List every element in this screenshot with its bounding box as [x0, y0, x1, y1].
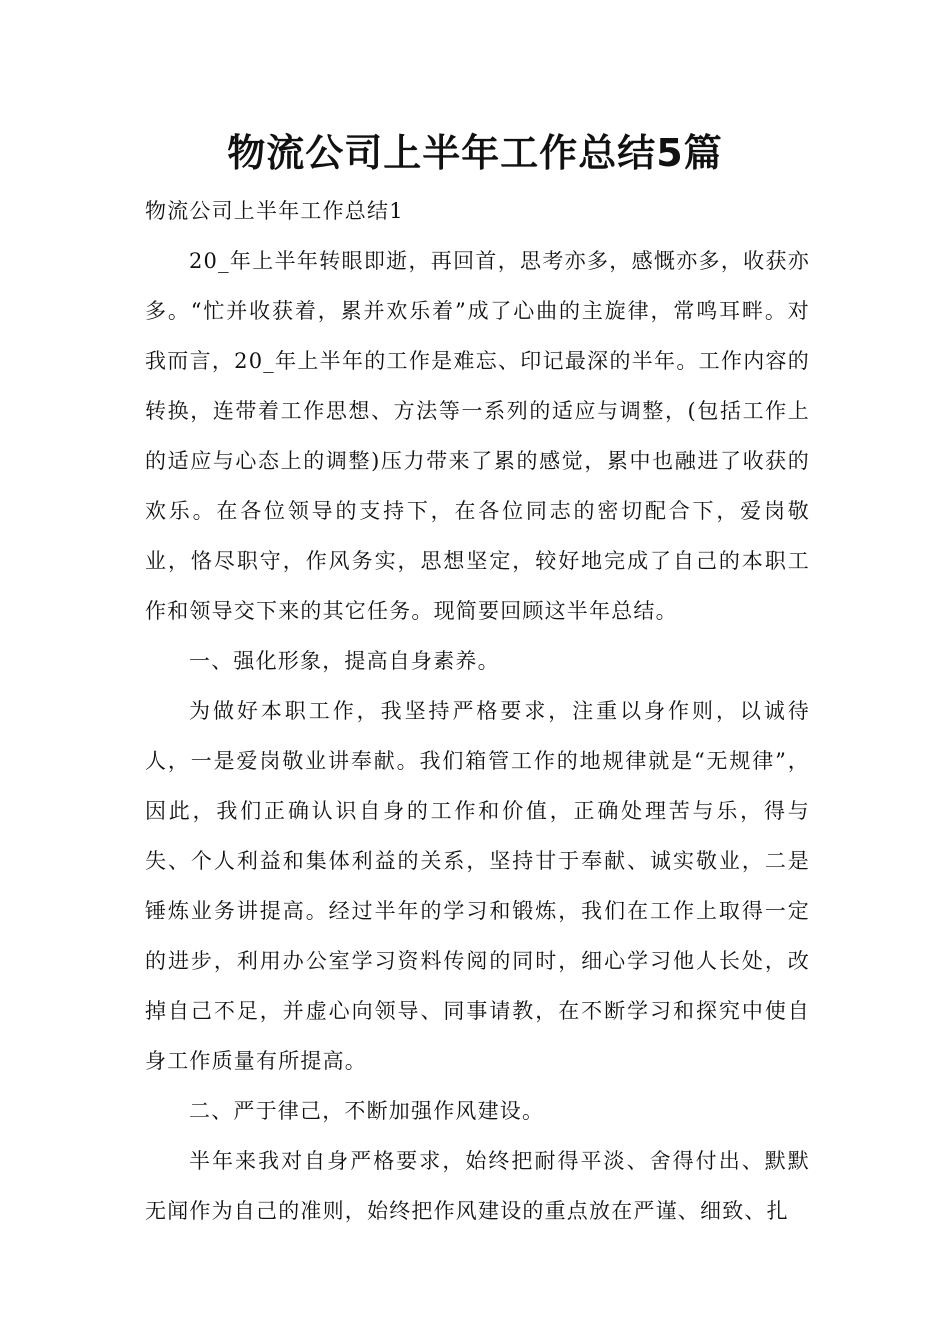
section-heading-2: 二、严于律己，不断加强作风建设。 — [189, 1099, 545, 1123]
paragraph-section-1: 为做好本职工作，我坚持严格要求，注重以身作则，以诚待人，一是爱岗敬业讲奉献。我们箱管工作的地规律就是“无规律”，因此，我们正确认识自身的工作和价值，正确处理苦与乐，得与失、个人利益和集体利益的关系，坚持甘于奉献、诚实敬业，二是锤炼业务讲提高。经过半年的学习和锻炼，我们在工作上取得一定的进步，利用办公室学习资料传阅的同时，细心学习他人长处，改掉自己不足，并虚心向领导、同事请教，在不断学习和探究中使自身工作质量有所提高。 — [145, 699, 810, 1073]
document-title: 物流公司上半年工作总结5篇 — [227, 131, 723, 175]
paragraph-intro: 20_年上半年转眼即逝，再回首，思考亦多，感慨亦多，收获亦多。“忙并收获着，累并欢乐着”成了心曲的主旋律，常鸣耳畔。对我而言，20_年上半年的工作是难忘、印记最深的半年。工作内容的转换，连带着工作思想、方法等一系列的适应与调整，(包括工作上的适应与心态上的调整)压力带来了累的感觉，累中也融进了收获的欢乐。在各位领导的支持下，在各位同志的密切配合下，爱岗敬业，恪尽职守，作风务实，思想坚定，较好地完成了自己的本职工作和领导交下来的其它任务。现简要回顾这半年总结。 — [145, 249, 810, 623]
section-subtitle: 物流公司上半年工作总结1 — [145, 199, 404, 223]
section-heading-1: 一、强化形象，提高自身素养。 — [189, 649, 500, 673]
document-body — [145, 186, 810, 1236]
paragraph-section-2: 半年来我对自身严格要求，始终把耐得平淡、舍得付出、默默无闻作为自己的准则，始终把作风建设的重点放在严谨、细致、扎 — [145, 1149, 810, 1223]
